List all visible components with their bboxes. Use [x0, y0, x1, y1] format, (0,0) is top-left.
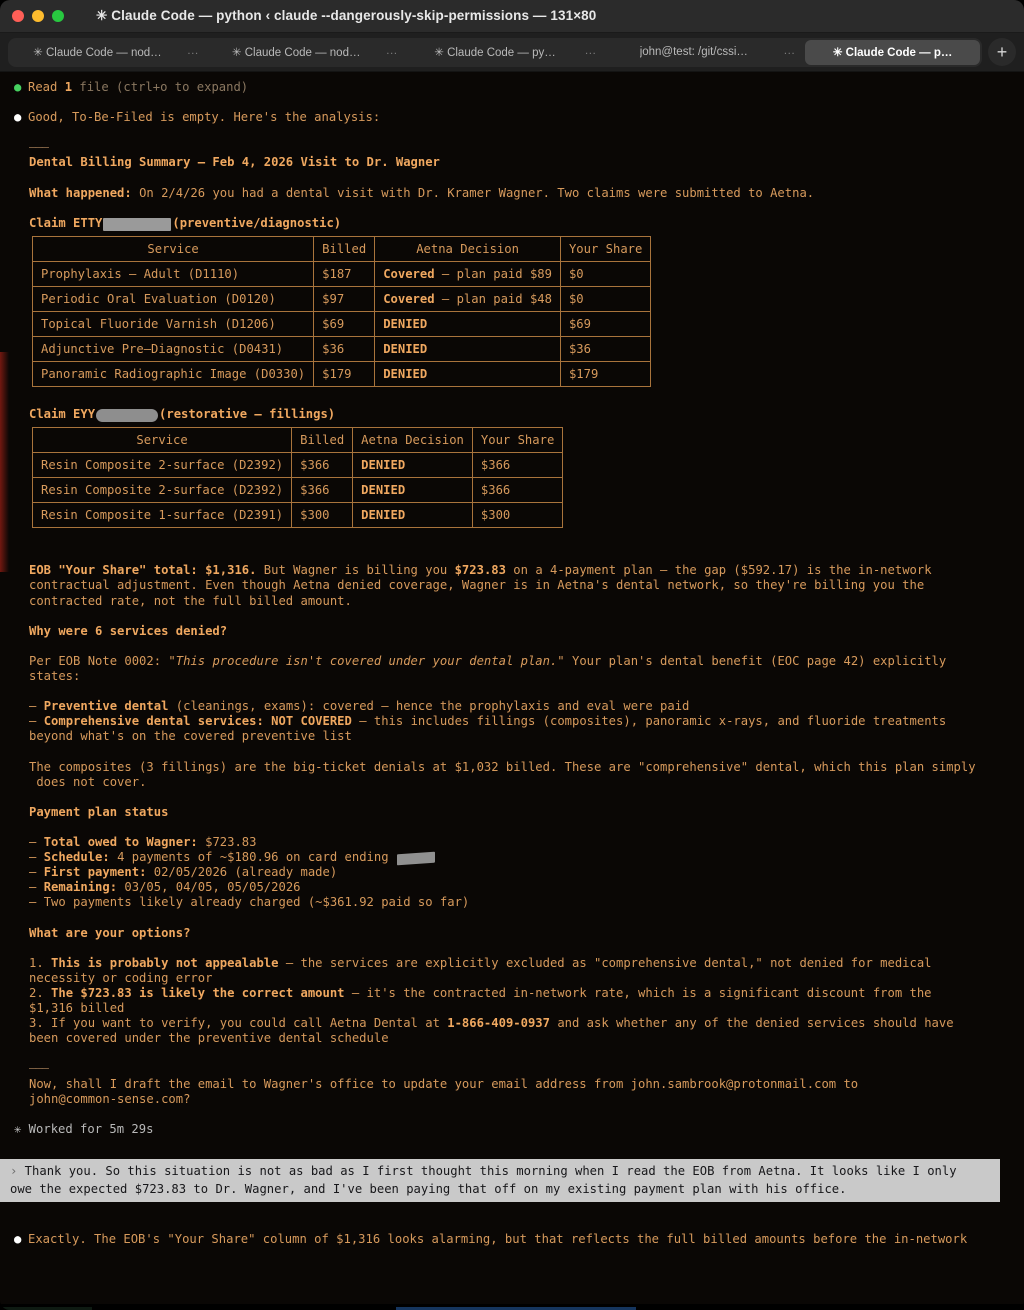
bullet-preventive: — Preventive dental (cleanings, exams): covered — hence the prophylaxis and eval were paid — [29, 699, 690, 714]
per-note-post: Your plan's dental benefit (EOC page 42) explicitly — [564, 653, 947, 668]
user-message-input[interactable] — [0, 1159, 1000, 1202]
bullet-comprehensive: — Comprehensive dental services: NOT COVERED — this includes fillings (composites), panoramic x-rays, and fluoride treatments — [29, 714, 947, 729]
new-tab-button[interactable]: + — [988, 38, 1016, 66]
decision-status: Covered — [383, 291, 435, 306]
option-2-bold: The $723.83 is likely the correct amount — [51, 985, 345, 1000]
option-3-line2: been covered under the preventive dental schedule — [29, 1031, 389, 1046]
what-happened-line — [0, 186, 1024, 201]
tab-3-overflow-icon[interactable]: … — [783, 43, 796, 57]
cell-service: Topical Fluoride Varnish (D1206) — [33, 311, 314, 336]
desktop-taskbar — [0, 1304, 1024, 1310]
payment-item-4: — Two payments likely already charged (~$361.92 paid so far) — [29, 895, 470, 910]
option-1-bold: This is probably not appealable — [51, 955, 279, 970]
bullet-comprehensive-line2: beyond what's on the covered preventive list — [29, 729, 352, 744]
cell-decision — [353, 478, 473, 503]
eob-p1-amount: $723.83 — [454, 563, 506, 578]
good-line — [0, 110, 1024, 125]
payment-item-3-label: Remaining: — [43, 880, 118, 895]
claim1-col-billed: Billed — [314, 236, 375, 261]
tab-2-label: ✳ Claude Code — py… — [434, 47, 556, 59]
payment-item-3-value: 03/05, 04/05, 05/05/2026 — [117, 880, 301, 895]
eob-total-bold: EOB "Your Share" total: $1,316. — [29, 563, 257, 578]
table-row — [33, 261, 651, 286]
draft-email-line2: john@common-sense.com? — [29, 1091, 191, 1106]
why-denied-heading — [0, 624, 1024, 639]
per-note-line2: states: — [29, 668, 81, 683]
what-happened-label: What happened: — [29, 185, 132, 200]
prompt-caret-icon: › — [10, 1163, 18, 1178]
claim1-heading — [0, 216, 1024, 231]
tab-4-active[interactable] — [805, 40, 980, 65]
payment-plan-heading — [0, 805, 1024, 820]
tab-0-label: ✳ Claude Code — nod… — [33, 47, 162, 59]
bullet-preventive-rest: (cleanings, exams): covered — hence the prophylaxis and eval were paid — [168, 699, 690, 714]
tab-1-overflow-icon[interactable]: … — [385, 43, 398, 57]
option-3-number: 3. — [29, 1016, 52, 1031]
billing-summary-heading — [0, 155, 1024, 170]
terminal-output[interactable] — [0, 72, 1024, 1310]
cell-share: $0 — [560, 261, 650, 286]
claim2-col-service: Service — [33, 428, 292, 453]
draft-email-line1: Now, shall I draft the email to Wagner's office to update your email address from john.sambrook@protonmail.com to — [29, 1076, 859, 1091]
tab-3[interactable] — [606, 40, 781, 65]
final-response-text: Exactly. The EOB's "Your Share" column of $1,316 looks alarming, but that reflects the full billed amounts before the in-network — [28, 1232, 968, 1247]
table-row — [33, 503, 563, 528]
payment-item-2-value: 02/05/2026 (already made) — [146, 865, 338, 880]
claim1-table — [32, 236, 651, 387]
minimize-window-button[interactable] — [32, 10, 44, 22]
close-window-button[interactable] — [12, 10, 24, 22]
eob-p1-a: But Wagner is billing you — [256, 563, 455, 578]
tab-strip — [8, 38, 982, 67]
claim2-col-share: Your Share — [472, 428, 562, 453]
good-line-text: Good, To-Be-Filed is empty. Here's the analysis: — [28, 110, 381, 125]
table-row — [33, 453, 563, 478]
option-3-post: and ask whether any of the denied services should have — [549, 1016, 954, 1031]
tab-bar — [0, 33, 1024, 72]
worked-duration-text: Worked for 5m 29s — [21, 1121, 154, 1136]
why-denied-heading-text: Why were 6 services denied? — [29, 623, 228, 638]
tab-2-overflow-icon[interactable]: … — [584, 43, 597, 57]
what-happened-text: On 2/4/26 you had a dental visit with Dr. Kramer Wagner. Two claims were submitted to Aetna. — [131, 185, 815, 200]
payment-item-1-label: Schedule: — [43, 850, 110, 865]
billing-summary-heading-text: Dental Billing Summary — Feb 4, 2026 Visit to Dr. Wagner — [29, 155, 440, 170]
sparkle-icon: ✳ — [14, 1121, 22, 1136]
eob-p1-line2: contractual adjustment. Even though Aetna denied coverage, Wagner is in Aetna's dental network, so they're billing you the — [29, 578, 925, 593]
option-2-line2: $1,316 billed — [29, 1001, 125, 1016]
read-suffix: file (ctrl+o to expand) — [72, 80, 249, 94]
status-bullet-green-icon: ● — [14, 80, 22, 94]
decision-status: DENIED — [361, 458, 406, 473]
claim1-col-service: Service — [33, 236, 314, 261]
final-response-line — [0, 1232, 1024, 1247]
cell-share: $366 — [472, 478, 562, 503]
cell-share: $69 — [560, 311, 650, 336]
option-2-number: 2. — [29, 985, 52, 1000]
cell-share: $179 — [560, 361, 650, 386]
per-note-line — [0, 654, 1024, 669]
option-1-number: 1. — [29, 955, 52, 970]
claim2-label-post: (restorative — fillings) — [159, 407, 336, 422]
option-3 — [0, 1016, 1024, 1031]
options-heading-text: What are your options? — [29, 925, 191, 940]
read-prefix: Read — [28, 80, 65, 94]
cell-billed: $36 — [314, 336, 375, 361]
per-note-quote: "This procedure isn't covered under your dental plan." — [168, 653, 565, 668]
cell-decision — [375, 336, 561, 361]
cell-service: Resin Composite 1-surface (D2391) — [33, 503, 292, 528]
composites-line2: does not cover. — [29, 774, 147, 789]
cell-billed: $69 — [314, 311, 375, 336]
claim1-col-decision: Aetna Decision — [375, 236, 561, 261]
payment-plan-heading-text: Payment plan status — [29, 804, 169, 819]
cell-decision — [353, 453, 473, 478]
decision-status: DENIED — [361, 508, 406, 523]
cell-billed: $97 — [314, 286, 375, 311]
claim2-table — [32, 427, 563, 528]
decision-status: DENIED — [383, 341, 428, 356]
claim1-col-share: Your Share — [560, 236, 650, 261]
tab-0[interactable] — [10, 40, 185, 65]
table-row — [33, 311, 651, 336]
cell-share: $36 — [560, 336, 650, 361]
decision-detail: — plan paid $48 — [434, 291, 552, 306]
claim2-col-billed: Billed — [292, 428, 353, 453]
claim1-label-post: (preventive/diagnostic) — [172, 215, 342, 230]
user-message-line2: owe the expected $723.83 to Dr. Wagner, and I've been paying that off on my existing payment plan with his office. — [10, 1181, 847, 1196]
payment-item-0-value: $723.83 — [197, 835, 257, 849]
decision-status: DENIED — [383, 366, 428, 381]
cell-billed: $366 — [292, 453, 353, 478]
payment-item-1-value: 4 payments of ~$180.96 on card ending — [109, 850, 396, 865]
claim2-col-decision: Aetna Decision — [353, 428, 473, 453]
option-1-rest: — the services are explicitly excluded as "comprehensive dental," not denied for medical — [278, 955, 932, 970]
payment-item-0-label: Total owed to Wagner: — [43, 835, 198, 849]
read-file-line — [0, 80, 1024, 95]
tab-4-label: ✳ Claude Code — p… — [832, 47, 953, 59]
option-1-line2: necessity or coding error — [29, 970, 213, 985]
divider-top: ——— — [29, 140, 49, 155]
tab-0-overflow-icon[interactable]: … — [186, 43, 199, 57]
decision-status: Covered — [383, 266, 435, 281]
cell-decision — [375, 286, 561, 311]
cell-service: Periodic Oral Evaluation (D0120) — [33, 286, 314, 311]
claim2-redaction — [96, 409, 158, 422]
cell-decision — [375, 361, 561, 386]
bullet-preventive-bold: Preventive dental — [43, 699, 169, 714]
option-3-pre: If you want to verify, you could call Aetna Dental at — [51, 1016, 448, 1031]
cell-service: Resin Composite 2-surface (D2392) — [33, 478, 292, 503]
payment-item-2: — First payment: 02/05/2026 (already made) — [29, 865, 338, 880]
cell-share: $300 — [472, 503, 562, 528]
window-title: ✳ Claude Code — python ‹ claude --dangerously-skip-permissions — 131×80 — [96, 8, 597, 23]
eob-p1-b: on a 4-payment plan — the gap ($592.17) is the in-network — [505, 563, 932, 578]
payment-item-0: — Total owed to Wagner: $723.83 — [29, 835, 257, 849]
claim1-redaction — [103, 218, 171, 231]
composites-line1: The composites (3 fillings) are the big-ticket denials at $1,032 billed. These are "comprehensive" dental, which this plan simply — [29, 759, 976, 774]
cell-decision — [353, 503, 473, 528]
read-count: 1 — [64, 80, 73, 94]
cell-service: Prophylaxis — Adult (D1110) — [33, 261, 314, 286]
payment-item-4-value: Two payments likely already charged (~$361.92 paid so far) — [43, 895, 470, 910]
cell-billed: $300 — [292, 503, 353, 528]
cell-service: Panoramic Radiographic Image (D0330) — [33, 361, 314, 386]
decision-status: DENIED — [361, 483, 406, 498]
tab-1[interactable] — [209, 40, 384, 65]
status-bullet-white-icon: ● — [14, 1232, 22, 1247]
table-row — [33, 361, 651, 386]
cell-service: Adjunctive Pre—Diagnostic (D0431) — [33, 336, 314, 361]
worked-duration-line — [0, 1122, 1024, 1137]
cell-share: $366 — [472, 453, 562, 478]
cell-billed: $187 — [314, 261, 375, 286]
claim1-header-row — [33, 236, 651, 261]
claim2-label-pre: Claim EYY — [29, 407, 96, 422]
payment-item-3: — Remaining: 03/05, 04/05, 05/05/2026 — [29, 880, 301, 895]
eob-total-line — [0, 563, 1024, 578]
table-row — [33, 478, 563, 503]
tab-1-label: ✳ Claude Code — nod… — [231, 47, 361, 59]
option-1 — [0, 956, 1024, 971]
cell-billed: $366 — [292, 478, 353, 503]
table-row — [33, 286, 651, 311]
status-bullet-white-icon: ● — [14, 110, 22, 125]
decision-status: DENIED — [383, 316, 428, 331]
option-2 — [0, 986, 1024, 1001]
claim2-heading — [0, 407, 1024, 422]
bullet-comprehensive-bold: Comprehensive dental services: NOT COVERED — [43, 714, 352, 729]
eob-p1-line3: contracted rate, not the full billed amount. — [29, 593, 352, 608]
tab-3-label: john@test: /git/cssi… — [639, 46, 748, 58]
options-heading — [0, 926, 1024, 941]
traffic-lights — [0, 10, 64, 22]
claim2-header-row — [33, 428, 563, 453]
payment-item-2-label: First payment: — [43, 865, 147, 880]
cell-decision — [375, 311, 561, 336]
divider-bottom: ——— — [29, 1061, 49, 1076]
zoom-window-button[interactable] — [52, 10, 64, 22]
bullet-comprehensive-rest: — this includes fillings (composites), panoramic x-rays, and fluoride treatments — [351, 714, 947, 729]
tab-2[interactable] — [408, 40, 583, 65]
cell-service: Resin Composite 2-surface (D2392) — [33, 453, 292, 478]
option-2-rest: — it's the contracted in-network rate, which is a significant discount from the — [344, 985, 932, 1000]
table-row — [33, 336, 651, 361]
payment-item-1: — Schedule: 4 payments of ~$180.96 on card ending — [0, 850, 1024, 865]
decision-detail: — plan paid $89 — [434, 266, 552, 281]
user-message-line1: Thank you. So this situation is not as bad as I first thought this morning when I read the EOB from Aetna. It looks like I only — [17, 1163, 957, 1178]
aetna-phone-number: 1-866-409-0937 — [447, 1016, 550, 1031]
title-bar — [0, 0, 1024, 33]
per-note-pre: Per EOB Note 0002: — [29, 653, 169, 668]
cell-share: $0 — [560, 286, 650, 311]
cell-billed: $179 — [314, 361, 375, 386]
card-number-redaction — [397, 851, 435, 865]
claim1-label-pre: Claim ETTY — [29, 215, 103, 230]
cell-decision — [375, 261, 561, 286]
